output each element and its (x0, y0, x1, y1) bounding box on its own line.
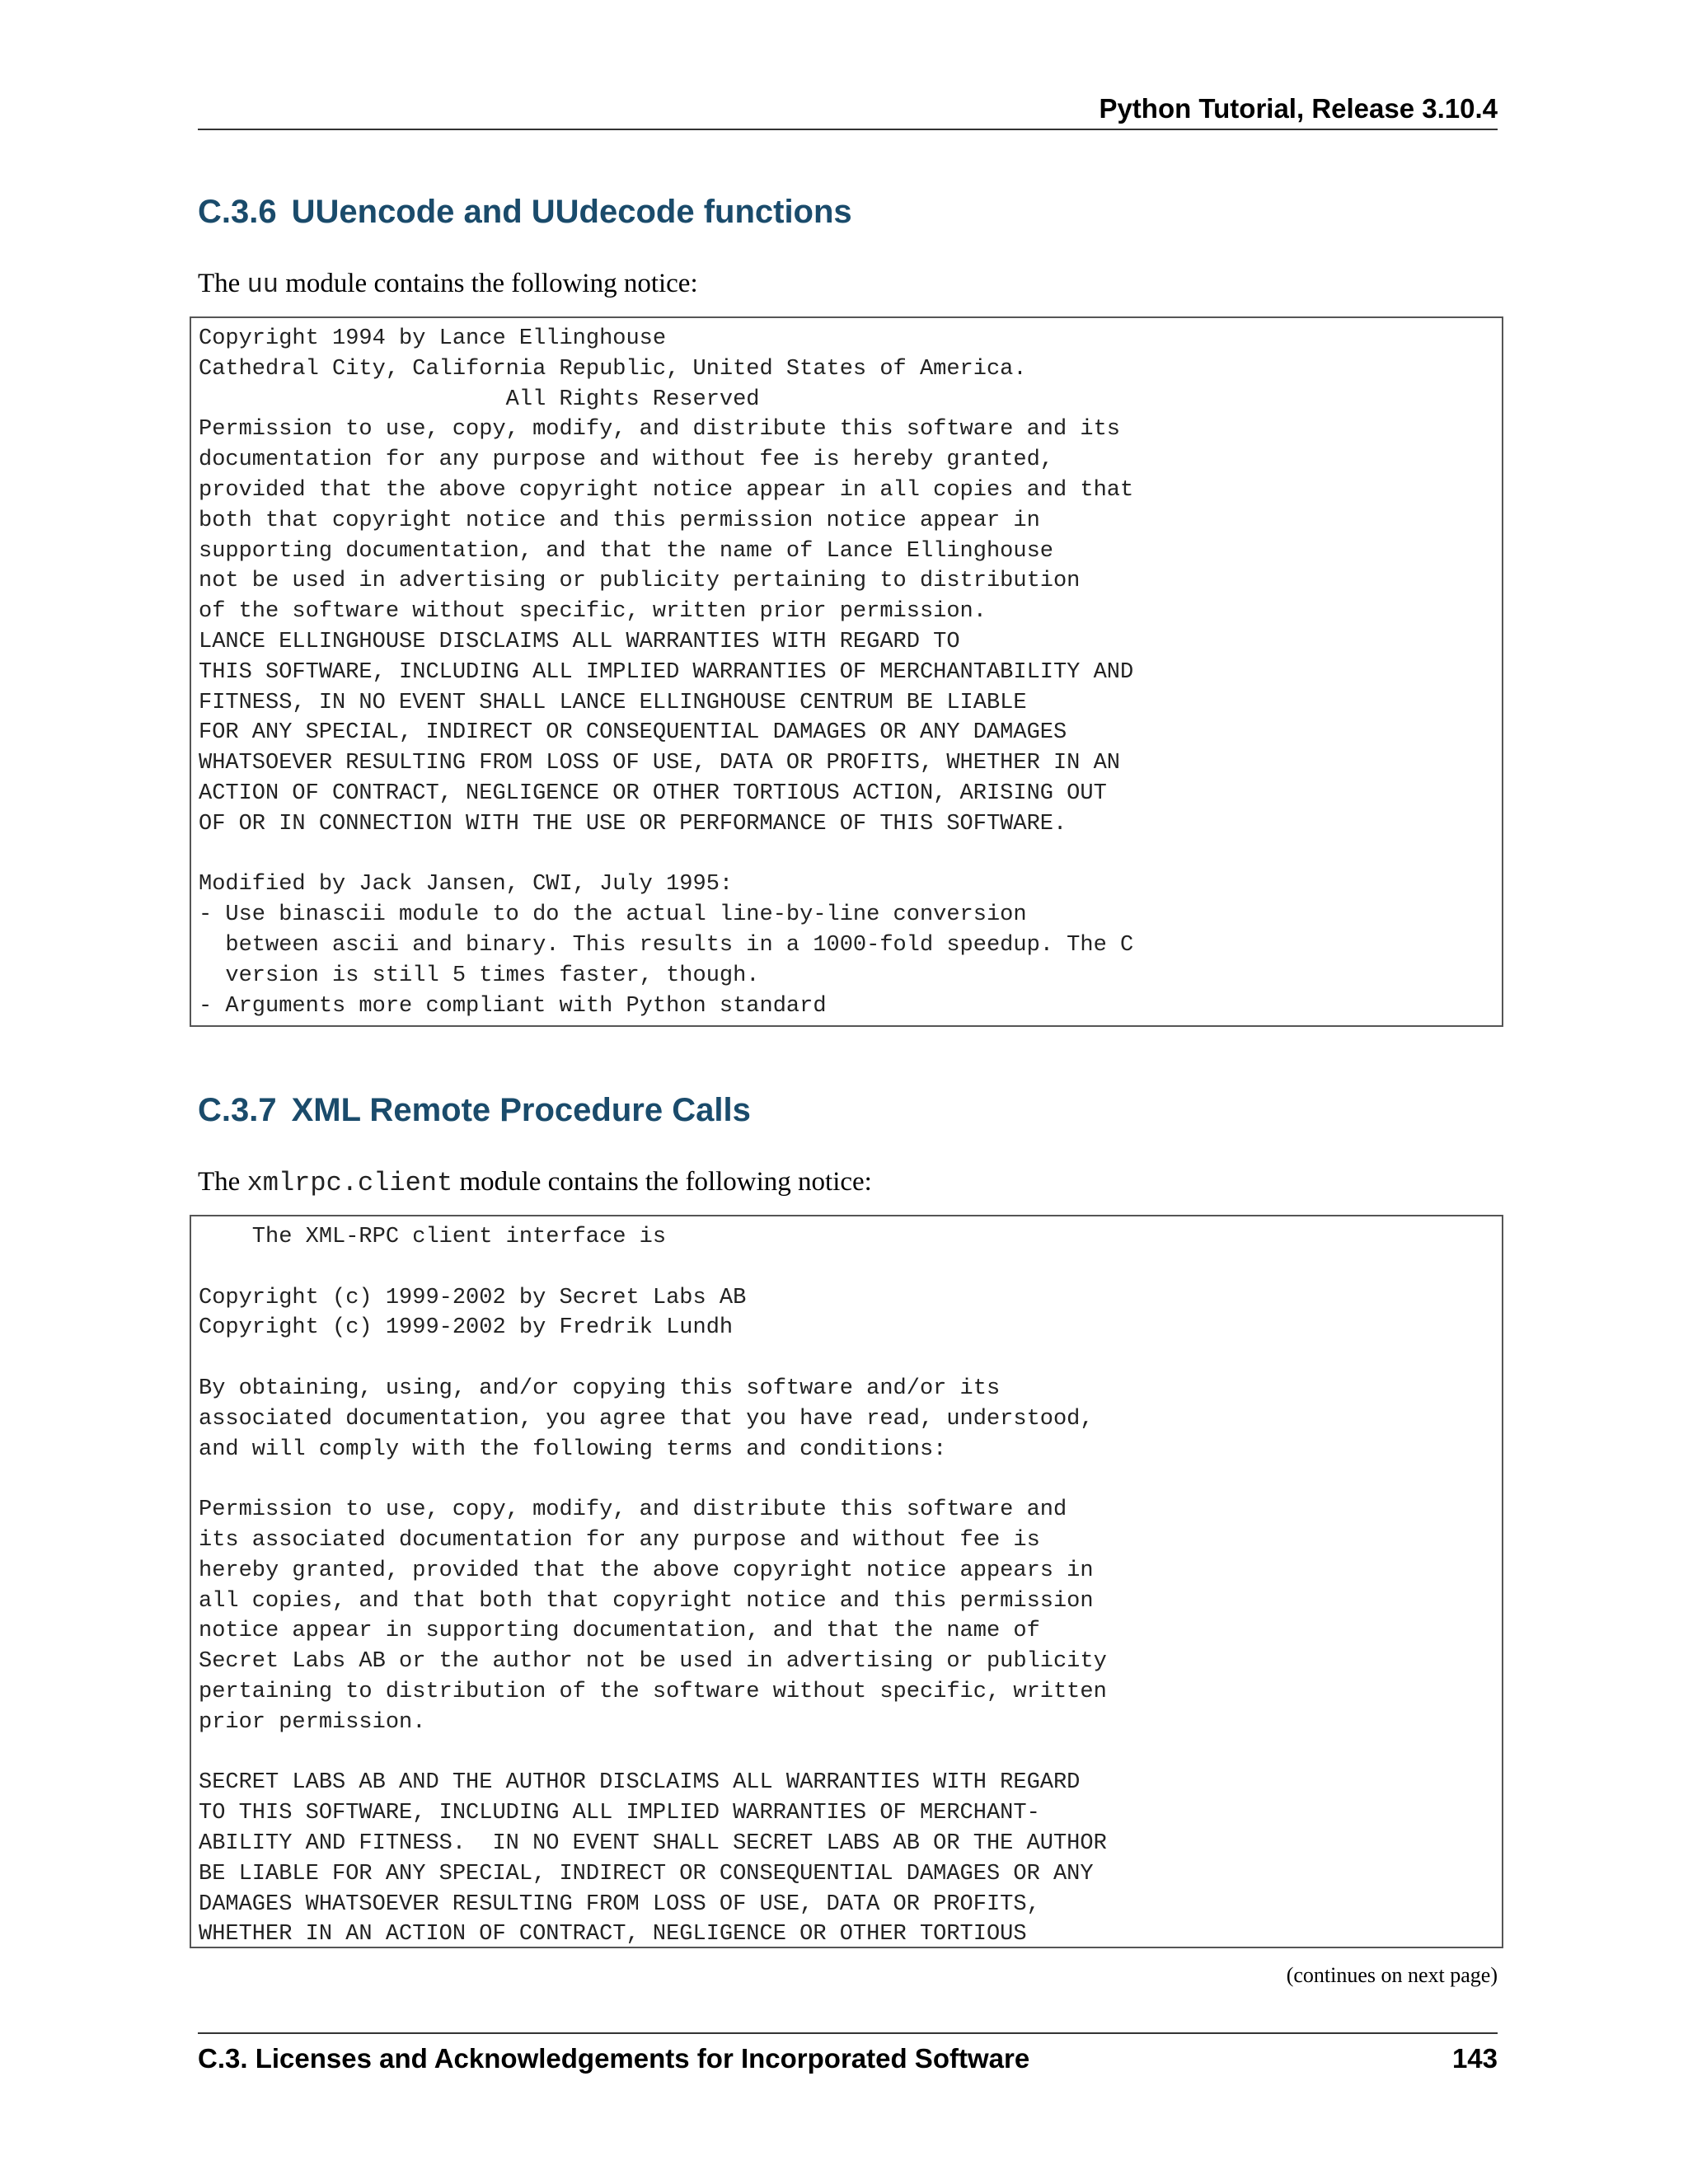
section-intro-xmlrpc (198, 1165, 872, 1200)
section-number: C.3.6 (198, 194, 277, 230)
section-intro-uu (198, 267, 698, 302)
page-header (198, 92, 1498, 130)
code-block-xmlrpc-notice (190, 1215, 1503, 1948)
continues-note: (continues on next page) (1286, 1963, 1498, 1987)
intro-text: module contains the following notice: (452, 1167, 872, 1197)
code-block-uu-notice (190, 316, 1503, 1027)
section-heading-uuencode (198, 191, 852, 232)
code-text: Copyright 1994 by Lance Ellinghouse Cathedral City, California Republic, United States of America. All Rights Reserved Permission to use, copy, modify, and distribute this software and its documentation for any purpose and without fee is hereby granted, provided that the above copyright notice appear in all copies and that both that copyright notice and this permission notice appear in supporting documentation, and that the name of Lance Ellinghouse not be used in advertising or publicity pertaining to distribution of the software without specific, written prior permission. LANCE ELLINGHOUSE DISCLAIMS ALL WARRANTIES WITH REGARD TO THIS SOFTWARE, INCLUDING ALL IMPLIED WARRANTIES OF MERCHANTABILITY AND FITNESS, IN NO EVENT SHALL LANCE ELLINGHOUSE CENTRUM BE LIABLE FOR ANY SPECIAL, INDIRECT OR CONSEQUENTIAL DAMAGES OR ANY DAMAGES WHATSOEVER RESULTING FROM LOSS OF USE, DATA OR PROFITS, WHETHER IN AN ACTION OF CONTRACT, NEGLIGENCE OR OTHER TORTIOUS ACTION, ARISING OUT OF OR IN CONNECTION WITH THE USE OR PERFORMANCE OF THIS SOFTWARE. Modified by Jack Jansen, CWI, July 1995: - Use binascii module to do the actual line-by-line conversion between ascii and binary. This results in a 1000-fold speedup. The C version is still 5 times faster, though. - Arguments more compliant with Python standard (199, 326, 1134, 1019)
section-title: XML Remote Procedure Calls (291, 1092, 751, 1128)
intro-text: The (198, 269, 247, 298)
module-name-xmlrpc-client[interactable]: xmlrpc.client (246, 1168, 453, 1198)
intro-text: module contains the following notice: (278, 269, 698, 298)
section-number: C.3.7 (198, 1092, 277, 1128)
intro-text: The (198, 1167, 247, 1197)
page-footer (198, 2032, 1498, 2077)
running-title: Python Tutorial, Release 3.10.4 (1099, 93, 1498, 124)
footer-section-title: C.3. Licenses and Acknowledgements for Incorporated Software (198, 2043, 1030, 2074)
section-heading-xmlrpc (198, 1090, 751, 1131)
page-number: 143 (1451, 2043, 1498, 2074)
code-text: The XML-RPC client interface is Copyright (c) 1999-2002 by Secret Labs AB Copyright (c) 1999-2002 by Fredrik Lundh By obtaining, using, and/or copying this software and/or its associated documentation, you agree that you have read, understood, and will comply with the following terms and conditions: Permission to use, copy, modify, and distribute this software and its associated documentation for any purpose and without fee is hereby granted, provided that the above copyright notice appears in all copies, and that both that copyright notice and this permission notice appear in supporting documentation, and that the name of Secret Labs AB or the author not be used in advertising or publicity pertaining to distribution of the software without specific, written prior permission. SECRET LABS AB AND THE AUTHOR DISCLAIMS ALL WARRANTIES WITH REGARD TO THIS SOFTWARE, INCLUDING ALL IMPLIED WARRANTIES OF MERCHANT- ABILITY AND FITNESS. IN NO EVENT SHALL SECRET LABS AB OR THE AUTHOR BE LIABLE FOR ANY SPECIAL, INDIRECT OR CONSEQUENTIAL DAMAGES OR ANY DAMAGES WHATSOEVER RESULTING FROM LOSS OF USE, DATA OR PROFITS, WHETHER IN AN ACTION OF CONTRACT, NEGLIGENCE OR OTHER TORTIOUS (199, 1225, 1107, 1947)
module-name-uu[interactable]: uu (246, 269, 279, 300)
section-title: UUencode and UUdecode functions (291, 194, 852, 230)
